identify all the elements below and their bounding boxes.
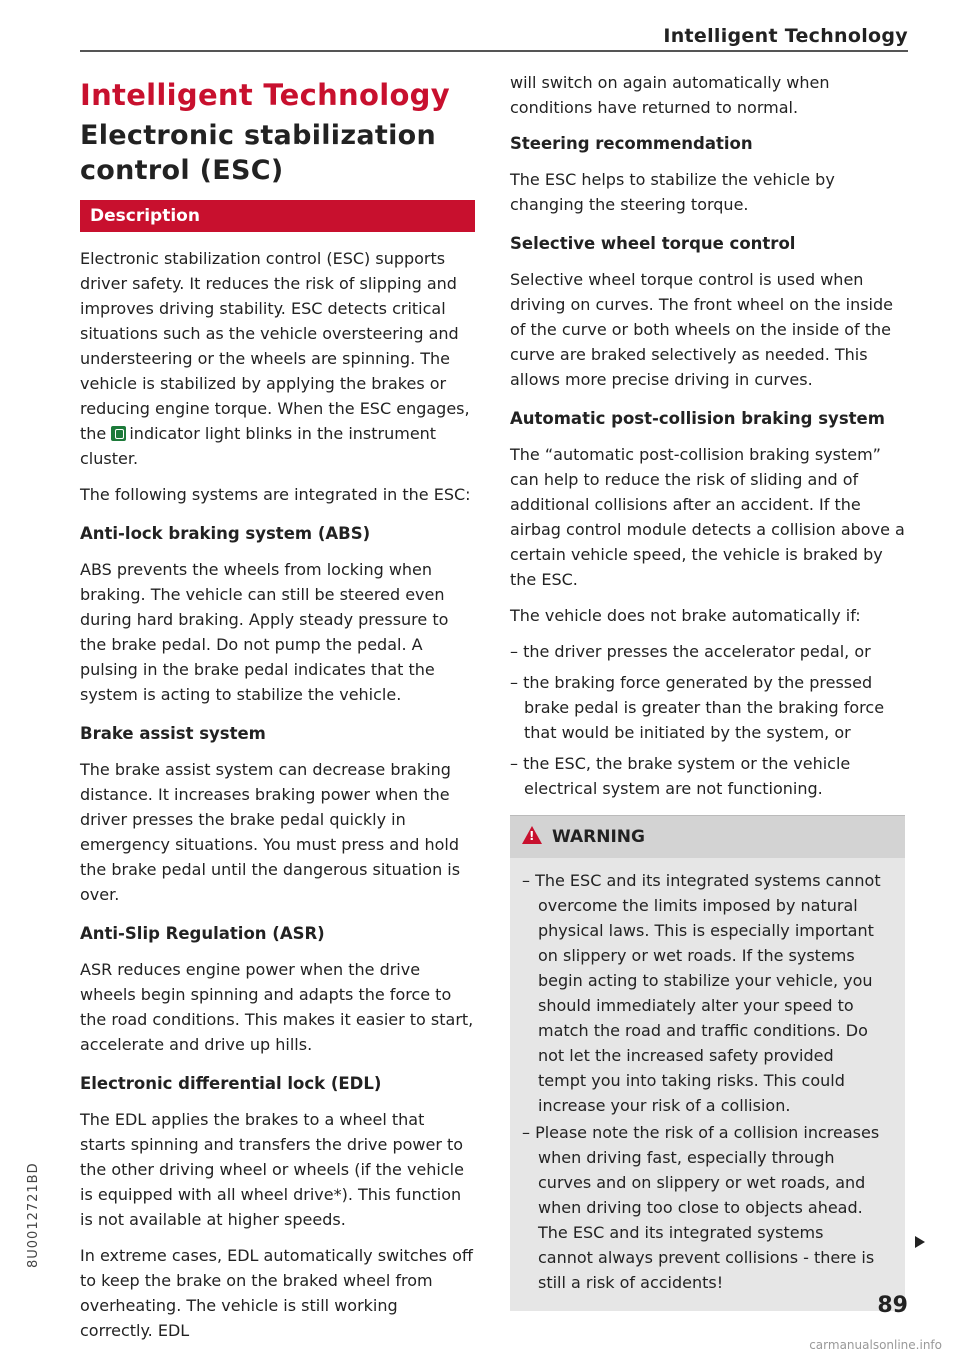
esc-intro-paragraph [80,246,475,471]
warning-item: – Please note the risk of a collision increases when driving fast, especially through curves and on slippery or wet roads, and when driving too close to objects ahead. The ESC and its integrated systems cannot always prevent collisions - there is still a risk of accidents! [522,1123,880,1292]
list-item: – the braking force generated by the pressed brake pedal is greater than the braking force that would be initiated by the system, or [510,673,885,742]
esc-intro-text-b: indicator light blinks in the instrument cluster. [80,424,437,468]
list-item: – the ESC, the brake system or the vehicle electrical system are not functioning. [510,754,851,798]
abs-paragraph: ABS prevents the wheels from locking when braking. The vehicle can still be steered even during hard braking. Apply steady pressure to the brake pedal. Do not pump the pedal. A pulsing in the brake pedal indicates that the system is acting to stabilize the vehicle. [80,560,449,704]
steering-heading: Steering recommendation [510,134,753,153]
selective-wheel-torque-heading: Selective wheel torque control [510,234,796,253]
watermark: carmanualsonline.info [809,1338,942,1352]
selective-wheel-torque-paragraph: Selective wheel torque control is used when driving on curves. The front wheel on the inside of the curve or both wheels on the inside of the curve are braked selectively as needed. This allows more precise driving in curves. [510,270,893,389]
abs-heading: Anti-lock braking system (ABS) [80,524,371,543]
systems-intro-paragraph: The following systems are integrated in the ESC: [80,485,471,504]
warning-body [510,858,905,1295]
section-title: Electronic stabilization control (ESC) [80,120,437,186]
post-collision-heading: Automatic post-collision braking system [510,409,885,428]
warning-title: WARNING [552,827,645,847]
edl-heading: Electronic differential lock (EDL) [80,1074,382,1093]
esc-intro-text-a: Electronic stabilization control (ESC) supports driver safety. It reduces the risk of slipping and improves driving stability. ESC detects critical situations such as the vehicle oversteering and understeering or the wheels are spinning. The vehicle is stabilized by applying the brakes or reducing engine torque. When the ESC engages, the [80,249,470,443]
left-column [80,70,475,1354]
header-rule [80,50,908,52]
edl-paragraph-1: The EDL applies the brakes to a wheel that starts spinning and transfers the drive power to the other driving wheel or wheels (if the vehicle is equipped with all wheel drive*). This function is not available at higher speeds. [80,1110,464,1229]
page-number: 89 [877,1293,908,1318]
warning-item: – The ESC and its integrated systems cannot overcome the limits imposed by natural physical laws. This is especially important on slippery or wet roads. If the systems begin acting to stabilize your vehicle, you should immediately alter your speed to match the road and traffic conditions. Do not let the increased safety provided tempt you into taking risks. This could increase your risk of a collision. [522,871,881,1115]
edl-paragraph-2: In extreme cases, EDL automatically switches off to keep the brake on the braked wheel from overheating. The vehicle is still working correctly. EDL [80,1246,473,1340]
brake-assist-heading: Brake assist system [80,724,266,743]
esc-indicator-icon [111,426,126,441]
asr-paragraph: ASR reduces engine power when the drive wheels begin spinning and adapts the force to the road conditions. This makes it easier to start, accelerate and drive up hills. [80,960,474,1054]
edl-continued-paragraph: will switch on again automatically when conditions have returned to normal. [510,73,830,117]
document-id: 8U0012721BD [26,1162,41,1268]
warning-triangle-icon [522,826,542,844]
subsection-bar: Description [80,200,475,232]
running-header-title: Intelligent Technology [663,25,908,47]
chapter-title: Intelligent Technology [80,78,450,112]
steering-paragraph: The ESC helps to stabilize the vehicle by changing the steering torque. [510,170,835,214]
asr-heading: Anti-Slip Regulation (ASR) [80,924,325,943]
list-item: – the driver presses the accelerator pedal, or [510,642,871,661]
brake-assist-paragraph: The brake assist system can decrease braking distance. It increases braking power when the driver presses the brake pedal quickly in emergency situations. You must press and hold the brake pedal until the dangerous situation is over. [80,760,461,904]
right-column [510,70,905,1311]
post-collision-paragraph: The “automatic post-collision braking system” can help to reduce the risk of sliding and of additional collisions after an accident. If the airbag control module detects a collision above a certain vehicle speed, the vehicle is braked by the ESC. [510,445,905,589]
warning-header [510,816,905,858]
no-brake-paragraph: The vehicle does not brake automatically if: [510,606,861,625]
continued-arrow-icon [915,1236,925,1248]
warning-box [510,815,905,1311]
